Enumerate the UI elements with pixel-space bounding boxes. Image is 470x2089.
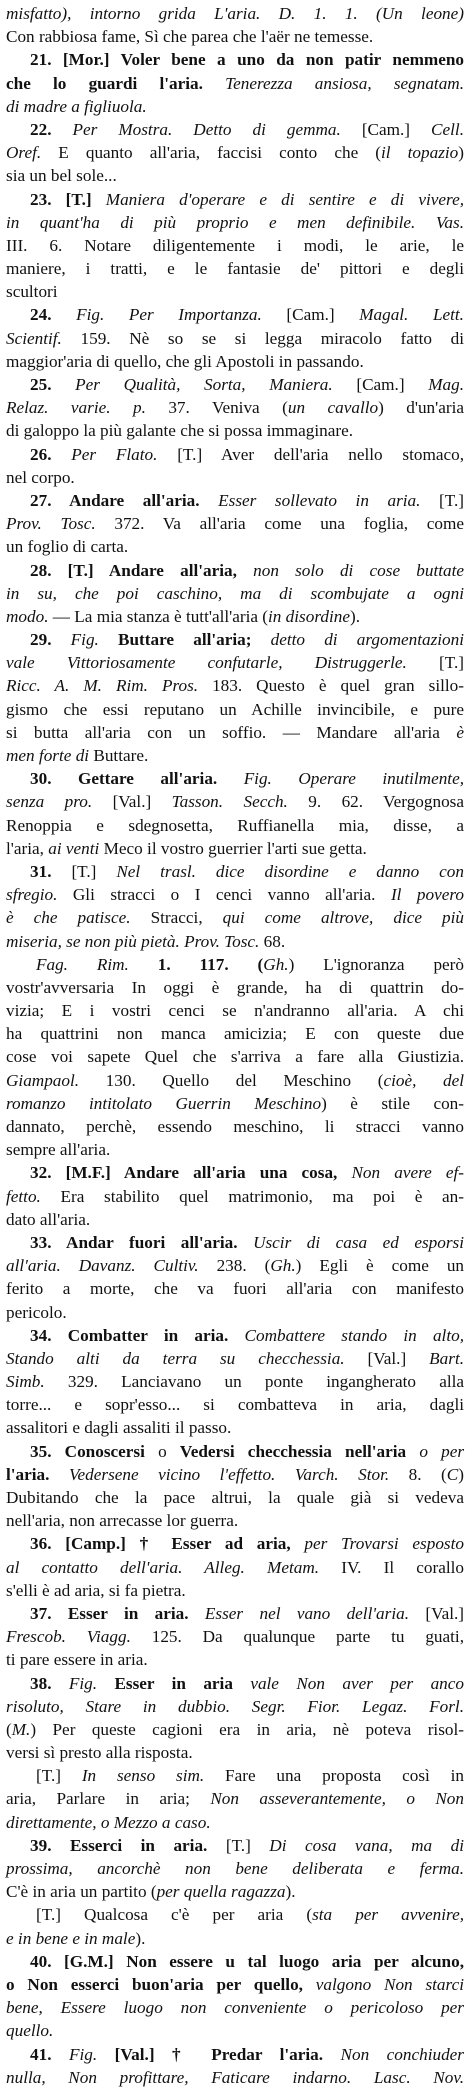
text-run: IV. Il corallo [341, 1557, 464, 1577]
text-run: Con rabbiosa fame, Sì che parea che l'aër ne temesse. [6, 27, 374, 47]
entry-line [6, 1347, 464, 1370]
entry-line [6, 1625, 464, 1648]
text-run: ) Per queste cagioni era in aria, nè poteva risol- [30, 1719, 464, 1739]
dictionary-entry [6, 443, 464, 489]
entry-line [6, 327, 464, 350]
entry-line [6, 1556, 464, 1579]
text-run: gismo che essi reputano un Achille invincibile, e pure [6, 699, 464, 719]
entry-line [6, 373, 464, 396]
bold-text: 38. [30, 1673, 69, 1693]
text-run: ha quattrini non manca amicizia; E con queste due [6, 1024, 464, 1044]
text-run: C'è in aria un partito ( [6, 1882, 157, 1902]
text-run: Era stabilito quel matrimonio, ma poi è an- [60, 1186, 464, 1206]
text-run: si butta all'aria con un soffio. — Mandare all'aria [6, 722, 457, 742]
italic-text: misfatto), intorno grida L'aria. D. 1. 1. (Un leone) [6, 4, 464, 23]
entry-line [6, 1324, 464, 1347]
entry-line [6, 790, 464, 813]
entry-line [6, 1672, 464, 1695]
bold-text: 23. [T.] [30, 189, 106, 209]
italic-text: Tenerezza ansiosa, segnatam. [225, 73, 464, 93]
entry-line [6, 211, 464, 234]
bold-text: 27. Andare all'aria. [30, 490, 219, 510]
text-run: cose voi sapete Quel che s'arriva a fare alla Giustizia. [6, 1047, 464, 1067]
text-run: s'elli è ad aria, si fa pietra. [6, 1580, 186, 1600]
text-run: Meco il vostro guerrier l'arti sue getta. [103, 838, 367, 858]
dictionary-entry [6, 1231, 464, 1324]
entry-line [6, 1787, 464, 1810]
bold-text: Vedersi checchessia nell'aria [179, 1441, 420, 1461]
dictionary-entry [6, 118, 464, 188]
italic-text: per Trovarsi esposto [304, 1534, 464, 1554]
text-run: [T.] [71, 861, 117, 881]
italic-text: Fig. Per Importanza. [76, 305, 287, 325]
bold-text: 33. Andar fuori all'aria. [30, 1232, 254, 1252]
italic-text: vale Non aver per anco [250, 1673, 464, 1693]
entry-line [6, 512, 464, 535]
italic-text: Di cosa vana, ma di [269, 1835, 465, 1855]
text-run: [Cam.] [361, 119, 432, 139]
italic-text: Per Mostra. Detto di gemma. [72, 119, 362, 139]
dictionary-entry [6, 373, 464, 443]
entry-line [6, 1069, 464, 1092]
text-run: ) L'ignoranza però [288, 954, 464, 974]
entry-line [6, 1996, 464, 2019]
bold-text: 36. [Camp.] † Esser ad aria, [30, 1534, 305, 1554]
entry-line [6, 1602, 464, 1625]
italic-text: nulla, Non profittare, Faticare indarno. Lasc. Nov. [6, 2067, 464, 2087]
dictionary-entry [6, 1532, 464, 1602]
entry-line [6, 2, 464, 25]
dictionary-entry [6, 1834, 464, 1904]
entry-line [6, 1486, 464, 1509]
dictionary-entry [6, 188, 464, 304]
italic-text: Fig. Operare inutilmente, [243, 769, 465, 789]
text-run: 372. Va all'aria come una foglia, come [114, 514, 464, 534]
entry-line [6, 443, 464, 466]
italic-text: in su, che poi caschino, ma di scombujate a ogni [6, 583, 464, 603]
text-run: [Cam.] [286, 305, 360, 325]
text-run: ) è stile con- [321, 1093, 464, 1113]
bold-text: Esser in aria [114, 1673, 251, 1693]
dictionary-entry [6, 1324, 464, 1440]
entry-line [6, 1208, 464, 1231]
bold-text: 30. Gettare all'aria. [30, 769, 244, 789]
text-run: ) d'un'aria [378, 398, 464, 418]
italic-text: senza pro. [6, 792, 113, 812]
entry-line [6, 535, 464, 558]
italic-text: Frescob. Viagg. [6, 1627, 152, 1647]
entry-line [6, 767, 464, 790]
text-run: [T.] [439, 490, 464, 510]
text-run: scultori [6, 282, 58, 302]
bold-text: Buttare all'aria; [118, 630, 271, 650]
text-run: [T.] [439, 653, 464, 673]
italic-text: in quant'ha di più proprio e men definibile. Vas. [6, 212, 464, 232]
text-run: Gli stracci o I cenci vanno all'aria. [72, 885, 391, 905]
dictionary-entry [6, 1950, 464, 2043]
entry-line [6, 628, 464, 651]
italic-text: Vedersene vicino l'effetto. Varch. Stor. [68, 1464, 409, 1484]
entry-line [6, 72, 464, 95]
text-run: versi sì presto alla risposta. [6, 1743, 193, 1763]
text-run: sia un bel sole... [6, 166, 117, 186]
dictionary-entry [6, 2043, 464, 2089]
text-run: ) [458, 143, 465, 163]
italic-text: Non asseverantemente, o Non [210, 1789, 464, 1809]
entry-line [6, 1741, 464, 1764]
text-run: 130. Quello del Meschino ( [105, 1070, 384, 1090]
entry-line [6, 1393, 464, 1416]
entry-line [6, 1301, 464, 1324]
italic-text: in disordine [268, 606, 350, 626]
entry-line [6, 489, 464, 512]
entry-line [6, 1532, 464, 1555]
text-run: 9. 62. Vergognosa [308, 792, 465, 812]
entry-line [6, 1579, 464, 1602]
bold-text: che lo guardi l'aria. [6, 73, 226, 93]
entry-line [6, 1370, 464, 1393]
entry-line [6, 1834, 464, 1857]
entry-line [6, 396, 464, 419]
italic-text: sfregio. [6, 885, 73, 905]
text-run: ). [349, 606, 361, 626]
entry-line [6, 999, 464, 1022]
text-run: maniere, i tratti, e le fantasie de' pittori e degli [6, 259, 464, 279]
text-run: 37. Veniva ( [168, 398, 288, 418]
entry-line [6, 930, 464, 953]
italic-text: Non avere ef- [351, 1163, 464, 1183]
bold-text: l'aria. [6, 1464, 69, 1484]
entry-line [6, 2043, 464, 2066]
entry-line [6, 883, 464, 906]
entry-line [6, 559, 464, 582]
italic-text: e in bene e in male [6, 1928, 136, 1948]
entry-line [6, 419, 464, 442]
italic-text: men forte di [6, 746, 94, 765]
text-run: 8. ( [408, 1464, 447, 1484]
text-run: — La mia stanza è tutt'all'aria ( [52, 606, 269, 626]
italic-text: Esser nel vano dell'aria. [204, 1603, 426, 1623]
italic-text: Giampaol. [6, 1070, 106, 1090]
text-run: E quanto all'aria, faccisi conto che ( [58, 143, 382, 163]
italic-text: Esser sollevato in aria. [218, 490, 440, 510]
entry-line [6, 906, 464, 929]
entry-line [6, 976, 464, 999]
dictionary-entry [6, 48, 464, 118]
text-run: pericolo. [6, 1302, 67, 1322]
entry-line [6, 1440, 464, 1463]
text-run: ). [285, 1882, 296, 1902]
bold-text: 25. [30, 375, 76, 394]
italic-text: il topazio [381, 143, 459, 163]
entry-line [6, 1509, 464, 1532]
italic-text: romanzo intitolato Guerrin Meschino [6, 1093, 322, 1113]
bold-text: o Non esserci buon'aria per quello, [6, 1974, 316, 1994]
entry-line [6, 303, 464, 326]
entry-line [6, 860, 464, 883]
text-run: o [158, 1441, 180, 1461]
entry-line [6, 1903, 464, 1926]
dictionary-entry [6, 1672, 464, 1765]
entry-line [6, 280, 464, 303]
text-run: Stracci, [150, 908, 223, 928]
bold-text: 29. [30, 630, 71, 650]
entry-line [6, 605, 464, 628]
entry-line [6, 651, 464, 674]
entry-line [6, 257, 464, 280]
entry-line [6, 1718, 464, 1741]
bold-text: 28. [T.] Andare all'aria, [30, 560, 254, 580]
italic-text: sta per avvenire, [312, 1905, 464, 1925]
entry-line [6, 814, 464, 837]
bold-text: 39. Esserci in aria. [30, 1835, 226, 1855]
entry-line [6, 837, 464, 860]
italic-text: è [456, 722, 464, 742]
italic-text: miseria, se non più pietà. Prov. Tosc. [6, 931, 264, 951]
text-run: ) Egli è come un [295, 1256, 465, 1276]
text-run: torre... e sopr'esso... si combatteva in aria, dagli [6, 1395, 464, 1415]
entry-line [6, 1811, 464, 1834]
text-run: aria, Parlare in aria; [6, 1789, 211, 1809]
bold-text: 21. [Mor.] Voler bene a uno da non patir nemmeno [30, 50, 464, 70]
italic-text: prossima, ancorchè non bene deliberata e ferma. [6, 1859, 464, 1878]
text-run: ti pare essere in aria. [6, 1650, 148, 1670]
bold-text: 40. [G.M.] Non essere u tal luogo aria per alcuno, [30, 1951, 464, 1971]
italic-text: Non conchiuder [340, 2044, 464, 2064]
text-run: Dubitando che la pace altrui, la quale già si vedeva [6, 1488, 464, 1507]
entry-line [6, 1973, 464, 1996]
text-run: assalitori e dagli assaliti il passo. [6, 1418, 232, 1438]
italic-text: Oref. [6, 143, 59, 163]
entry-line [6, 234, 464, 257]
text-run: [T.] [225, 1835, 270, 1855]
italic-text: all'aria. Davanz. Cultiv. [6, 1256, 217, 1276]
italic-text: Uscir di casa ed esporsi [253, 1232, 464, 1252]
text-run: sempre all'aria. [6, 1140, 111, 1160]
text-run: III. 6. Notare diligentemente i modi, le arie, le [6, 235, 464, 255]
entry-line [6, 674, 464, 697]
bold-text: 24. [30, 305, 77, 325]
entry-line [6, 1022, 464, 1045]
bold-text: 31. [30, 861, 72, 881]
text-run: 183. Questo è quel gran sillo- [212, 676, 464, 696]
dictionary-entry [6, 2, 464, 48]
entry-line [6, 721, 464, 744]
entry-line [6, 1857, 464, 1880]
italic-text: o per [419, 1441, 465, 1461]
text-run: Renoppia e sdegnosetta, Ruffianella mia, disse, a [6, 815, 464, 835]
text-run: [T.] Qualcosa c'è per aria ( [36, 1905, 313, 1925]
text-run: [Val.] [425, 1603, 464, 1623]
bold-text: 22. [30, 119, 73, 139]
entry-line [6, 744, 464, 767]
italic-text: Simb. [6, 1372, 68, 1392]
text-run: 68. [263, 931, 286, 951]
text-run: nell'aria, non arrecasse lor guerra. [6, 1511, 239, 1531]
italic-text: quello. [6, 2021, 54, 2041]
entry-line [6, 350, 464, 373]
text-run: ferito a morte, che va fuori all'aria con manifesto [6, 1279, 464, 1299]
italic-text: Mag. [428, 375, 464, 394]
entry-line [6, 141, 464, 164]
dictionary-entry [6, 1440, 464, 1533]
italic-text: M. [11, 1719, 31, 1739]
entry-line [6, 1138, 464, 1161]
bold-text: 35. Conoscersi [30, 1441, 159, 1461]
text-run: nel corpo. [6, 467, 75, 487]
entry-line [6, 48, 464, 71]
italic-text: Magal. Lett. [359, 305, 464, 325]
entry-line [6, 698, 464, 721]
italic-text: Ricc. A. M. Rim. Pros. [6, 676, 213, 696]
entry-line [6, 1161, 464, 1184]
italic-text: detto di argomentazioni [270, 630, 465, 650]
dictionary-entry [6, 489, 464, 559]
entry-line [6, 953, 464, 976]
italic-text: ai venti [48, 838, 104, 858]
text-run: 159. Nè so se si legga miracolo fatto di [80, 328, 465, 348]
bold-text: 37. Esser in aria. [30, 1603, 205, 1623]
italic-text: Combattere stando in alto, [244, 1325, 464, 1345]
text-run: [Val.] [367, 1348, 430, 1368]
italic-text: bene, Essere luogo non conveniente o pericoloso per [6, 1998, 464, 2018]
entry-line [6, 1254, 464, 1277]
entry-line [6, 466, 464, 489]
italic-text: In senso sim. [81, 1766, 226, 1786]
italic-text: Fig. [68, 2044, 115, 2064]
entry-line [6, 188, 464, 211]
dictionary-entry [6, 860, 464, 953]
italic-text: Per Qualità, Sorta, Maniera. [75, 375, 357, 394]
italic-text: Bart. [429, 1348, 465, 1368]
bold-text: 1. 117. ( [157, 954, 264, 974]
text-run: Buttare. [93, 746, 149, 765]
text-run: ) [458, 1464, 464, 1484]
italic-text: direttamente, o Mezzo a caso. [6, 1812, 211, 1832]
entry-line [6, 1463, 464, 1486]
dictionary-entry [6, 559, 464, 629]
text-run: dato all'aria. [6, 1209, 91, 1229]
text-run: vostr'avversaria In oggi è grande, ha di quattrin do- [6, 977, 464, 997]
italic-text: risoluto, Stare in dubbio. Segr. Fior. Legaz. Forl. [6, 1696, 464, 1716]
entry-line [6, 1277, 464, 1300]
italic-text: Prov. Tosc. [6, 514, 115, 534]
entry-line [6, 25, 464, 48]
text-run: di galoppo la più galante che si possa immaginare. [6, 421, 353, 441]
bold-text: [Val.] † Predar l'aria. [114, 2044, 341, 2064]
italic-text: di madre a figliuola. [6, 96, 147, 116]
entry-line [6, 1231, 464, 1254]
entry-line [6, 95, 464, 118]
dictionary-entry [6, 628, 464, 767]
text-run: [Cam.] [356, 375, 429, 394]
text-run: 238. ( [216, 1256, 271, 1276]
entry-line [6, 1092, 464, 1115]
entry-line [6, 1950, 464, 1973]
bold-text: 34. Combatter in aria. [30, 1325, 245, 1345]
italic-text: qui come altrove, dice più [222, 908, 464, 928]
text-run: [Val.] [112, 792, 172, 812]
italic-text: Maniera d'operare e di sentire e di vivere, [105, 189, 464, 209]
dictionary-entry [6, 303, 464, 373]
italic-text: un cavallo [287, 398, 379, 418]
entry-line [6, 1880, 464, 1903]
dictionary-entry [6, 953, 464, 1162]
entry-line [6, 1185, 464, 1208]
italic-text: modo. [6, 606, 53, 626]
italic-text: al contatto dell'aria. Alleg. Metam. [6, 1557, 342, 1577]
bold-text: 26. [30, 444, 72, 464]
bold-text: 41. [30, 2044, 69, 2064]
italic-text: Per Flato. [71, 444, 178, 464]
entry-line [6, 1927, 464, 1950]
text-run: [T.] [36, 1766, 82, 1786]
italic-text: Tasson. Secch. [171, 792, 309, 812]
entry-line [6, 164, 464, 187]
bold-text: 32. [M.F.] Andare all'aria una cosa, [30, 1163, 352, 1183]
entry-line [6, 1416, 464, 1439]
dictionary-entry [6, 1602, 464, 1672]
italic-text: non solo di cose buttate [253, 560, 464, 580]
dictionary-entry [6, 767, 464, 860]
italic-text: Gh. [263, 954, 289, 974]
text-run: [T.] Aver dell'aria nello stomaco, [177, 444, 465, 464]
entry-line [6, 1045, 464, 1068]
entry-line [6, 1764, 464, 1787]
entry-line [6, 1648, 464, 1671]
italic-text: Gh. [270, 1256, 296, 1276]
italic-text: Scientif. [6, 328, 81, 348]
text-run: l'aria, [6, 838, 49, 858]
entry-line [6, 1695, 464, 1718]
entry-line [6, 1115, 464, 1138]
text-run: un foglio di carta. [6, 537, 129, 557]
italic-text: Il povero [390, 885, 465, 905]
text-run: Fare una proposta così in [225, 1766, 465, 1786]
dictionary-entry [6, 1161, 464, 1231]
text-run: maggior'aria di quello, che gli Apostoli in passando. [6, 351, 364, 371]
italic-text: Relaz. varie. p. [6, 398, 169, 418]
italic-text: per quella ragazza [156, 1882, 286, 1902]
italic-text: Fig. [68, 1673, 115, 1693]
italic-text: vale Vittoriosamente confutarle, Distruggerle. [6, 653, 440, 673]
italic-text: Nel trasl. dice disordine e danno con [116, 861, 464, 881]
italic-text: Fig. [70, 630, 119, 650]
italic-text: Stando alti da terra su checchessia. [6, 1348, 368, 1368]
entry-line [6, 582, 464, 605]
entry-line [6, 118, 464, 141]
text-run: vizia; E i vostri cenci se n'andranno all'aria. A chi [6, 1001, 464, 1021]
italic-text: Cell. [431, 119, 464, 139]
text-run: dannato, perchè, essendo meschino, li stracci vanno [6, 1117, 464, 1136]
entry-line [6, 2019, 464, 2042]
dictionary-entry [6, 1764, 464, 1834]
italic-text: fetto. [6, 1186, 61, 1206]
italic-text: Fag. Rim. [36, 954, 158, 974]
italic-text: è che patisce. [6, 908, 151, 928]
italic-text: C [446, 1464, 459, 1484]
italic-text: valgono Non starci [315, 1974, 464, 1994]
entry-line [6, 2066, 464, 2089]
text-run: 125. Da qualunque parte tu guati, [151, 1627, 464, 1647]
text-run: ). [135, 1928, 146, 1948]
italic-text: cioè, del [383, 1070, 464, 1090]
text-run: ( [6, 1719, 12, 1739]
text-run: 329. Lanciavano un ponte ingangherato alla [67, 1372, 464, 1392]
dictionary-entry [6, 1903, 464, 1949]
